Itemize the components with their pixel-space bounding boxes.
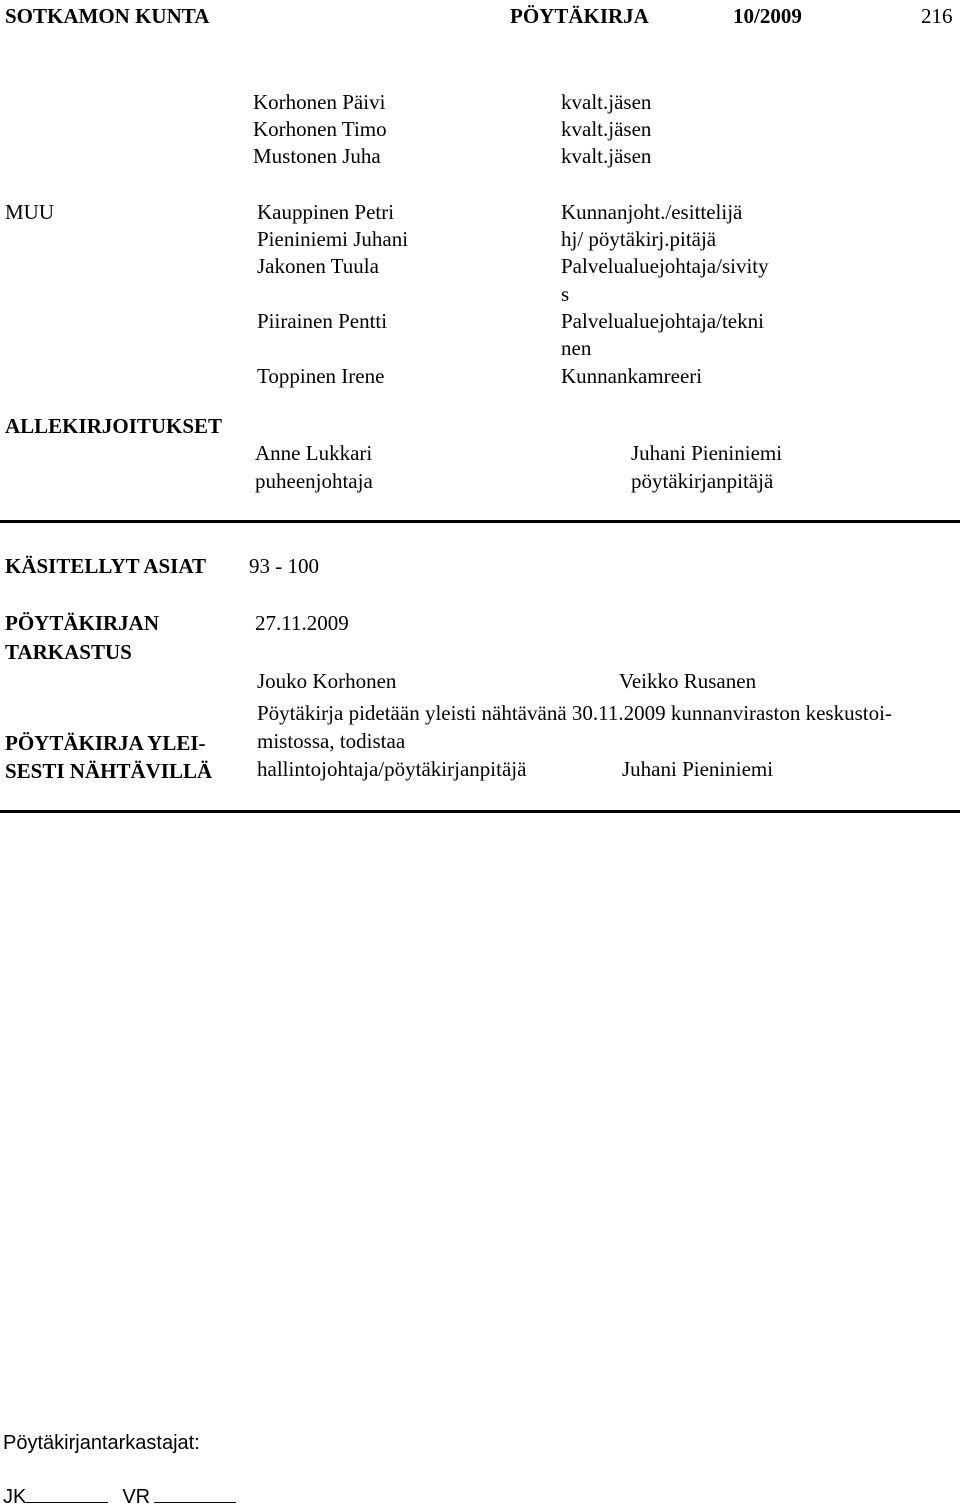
person-role: Palvelualuejohtaja/tekni bbox=[561, 309, 764, 333]
person-name: Kauppinen Petri bbox=[257, 200, 395, 224]
person-name: Toppinen Irene bbox=[257, 364, 385, 388]
signer-left-name: Anne Lukkari bbox=[255, 441, 373, 465]
person-role: hj/ pöytäkirj.pitäjä bbox=[561, 227, 717, 251]
signer-right-title: pöytäkirjanpitäjä bbox=[631, 469, 774, 493]
reviewer-2: Veikko Rusanen bbox=[619, 669, 757, 693]
review-section-label-line1: PÖYTÄKIRJAN bbox=[5, 611, 160, 635]
person-role-continuation: s bbox=[561, 282, 570, 306]
reviewers-footer-label: Pöytäkirjantarkastajat: bbox=[3, 1432, 200, 1454]
person-role: Kunnanjoht./esittelijä bbox=[561, 200, 743, 224]
issue-number: 10/2009 bbox=[733, 4, 802, 28]
municipality-name: SOTKAMON KUNTA bbox=[5, 4, 210, 28]
public-notice-line2: mistossa, todistaa bbox=[257, 729, 406, 753]
member-name: Korhonen Timo bbox=[253, 117, 387, 141]
signatures-section-label: ALLEKIRJOITUKSET bbox=[5, 414, 223, 438]
page-number: 216 bbox=[921, 4, 953, 28]
member-name: Korhonen Päivi bbox=[253, 90, 386, 114]
person-name: Pieniniemi Juhani bbox=[257, 227, 409, 251]
public-section-label-line2: SESTI NÄHTÄVILLÄ bbox=[5, 759, 213, 783]
reviewer-initials-line bbox=[3, 1484, 250, 1509]
items-range: 93 - 100 bbox=[249, 554, 319, 578]
person-role-continuation: nen bbox=[561, 336, 592, 360]
section-divider bbox=[0, 520, 960, 523]
public-notice-line1: Pöytäkirja pidetään yleisti nähtävänä 30.11.2009 kunnanviraston keskustoi- bbox=[257, 701, 892, 725]
initials-vr-blank bbox=[154, 1484, 236, 1503]
person-role: Palvelualuejohtaja/sivity bbox=[561, 254, 769, 278]
initials-jk: JK bbox=[3, 1486, 27, 1508]
section-divider bbox=[0, 810, 960, 813]
signer-right-name: Juhani Pieniniemi bbox=[631, 441, 783, 465]
person-name: Jakonen Tuula bbox=[257, 254, 379, 278]
initials-vr: VR bbox=[122, 1486, 151, 1508]
review-section-label-line2: TARKASTUS bbox=[5, 640, 132, 664]
items-section-label: KÄSITELLYT ASIAT bbox=[5, 554, 206, 578]
signer-left-title: puheenjohtaja bbox=[255, 469, 373, 493]
others-section-label: MUU bbox=[5, 200, 55, 224]
document-type: PÖYTÄKIRJA bbox=[510, 4, 649, 28]
person-name: Piirainen Pentti bbox=[257, 309, 388, 333]
public-section-label-line1: PÖYTÄKIRJA YLEI- bbox=[5, 731, 206, 755]
member-name: Mustonen Juha bbox=[253, 144, 381, 168]
initials-jk-blank bbox=[26, 1484, 108, 1503]
reviewer-1: Jouko Korhonen bbox=[257, 669, 397, 693]
certifier-name: Juhani Pieniniemi bbox=[622, 757, 774, 781]
member-role: kvalt.jäsen bbox=[561, 117, 652, 141]
member-role: kvalt.jäsen bbox=[561, 90, 652, 114]
person-role: Kunnankamreeri bbox=[561, 364, 703, 388]
certifier-title: hallintojohtaja/pöytäkirjanpitäjä bbox=[257, 757, 527, 781]
review-date: 27.11.2009 bbox=[255, 611, 349, 635]
member-role: kvalt.jäsen bbox=[561, 144, 652, 168]
